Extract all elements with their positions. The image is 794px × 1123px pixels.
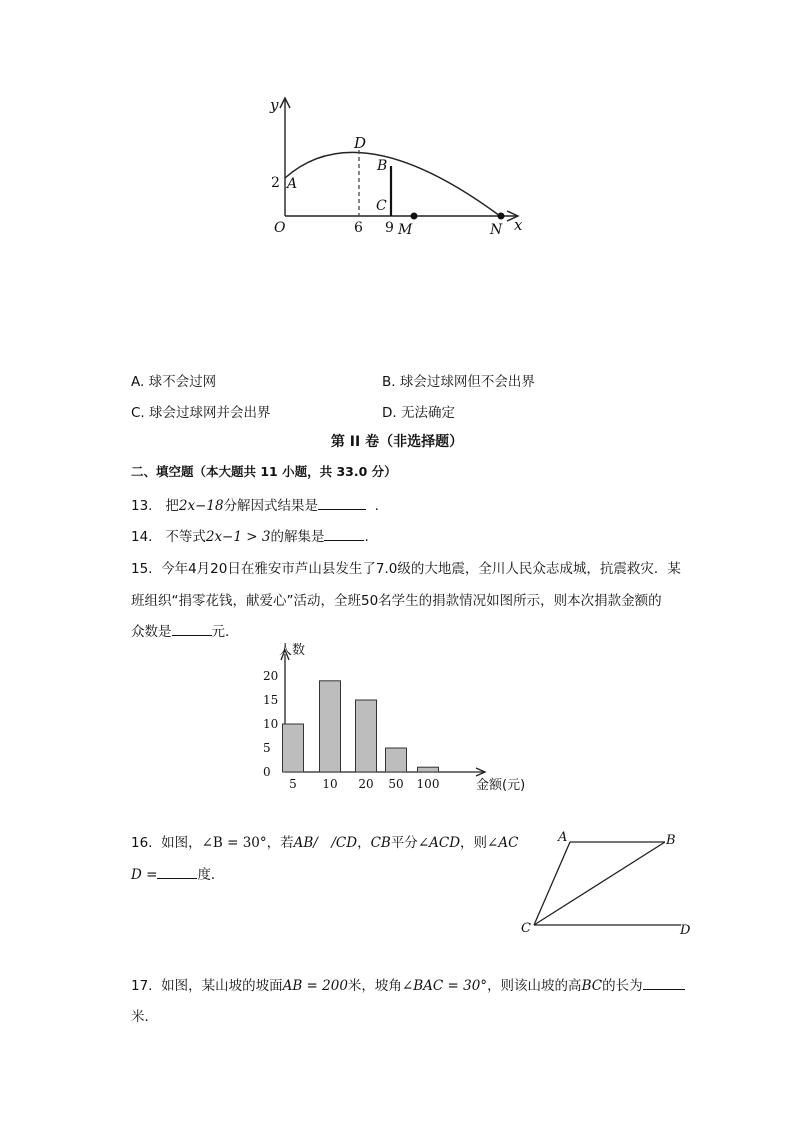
chart-bar [386,748,407,772]
chart-x-tick-label: 10 [322,777,338,791]
q13-answer-blank[interactable] [318,495,366,510]
parallel-lines-figure [515,826,695,938]
q16-mid4: ，则 [460,835,488,851]
chart-bar [283,724,304,772]
chart-y-tick-label: 5 [263,741,271,755]
option-c [131,401,271,421]
tick-2: 2 [271,175,280,191]
question-16-line1 [131,831,518,851]
option-b-key: B. [382,374,396,390]
question-13 [131,494,379,514]
chart-bar [418,767,439,772]
part-heading: 二、填空题（本大题共 11 小题，共 33.0 分） [131,464,397,479]
parabola-curve [285,152,500,216]
section-title: 第 II 卷（非选择题） [330,434,464,450]
q17-ab: AB = 200 [282,978,348,994]
chart-bar [320,681,341,772]
option-a [131,370,216,390]
q16-parallel: AB/ /CD [293,835,358,851]
question-16-line2 [131,863,224,883]
q15-number: 15. [131,561,153,577]
label-a: A [287,176,298,192]
q17-number: 17. [131,978,153,994]
chart-x-tick-label: 5 [289,777,297,791]
question-17-line1 [131,974,685,994]
option-b [382,370,535,390]
question-14 [131,525,369,545]
q16-mid3: 平分 [390,835,418,851]
q15-line3-post: 元． [211,624,239,640]
q13-end: . [374,498,379,514]
chart-y-tick-label: 20 [263,669,279,683]
fig16-label-b: B [666,833,676,848]
q15-line1: 今年4月20日在雅安市芦山县发生了7.0级的大地震，全川人民众志成城，抗震救灾．某 [161,561,681,577]
segment-cb [534,842,665,925]
q15-line3-pre: 众数是 [131,624,172,640]
q17-answer-blank[interactable] [643,975,685,990]
label-y: y [270,96,279,114]
q14-expr: 2x−1 > 3 [205,529,271,545]
q13-pre: 把 [165,498,179,514]
q16-cb: CB [370,835,391,851]
chart-y-tick-label: 0 [263,765,271,779]
q14-pre: 不等式 [165,529,206,545]
chart-y-tick-label: 15 [263,693,279,707]
parabola-figure [260,92,530,242]
chart-x-tick-label: 100 [416,777,440,791]
q16-mid1: ，若 [266,835,294,851]
point-n [498,213,505,220]
q16-line2-post: 度． [197,867,225,883]
q17-mid1: 米，坡角 [347,978,402,994]
option-a-key: A. [131,374,145,390]
q16-number: 16. [131,835,153,851]
q16-answer-blank[interactable] [157,864,197,879]
chart-x-label: 金额(元) [476,778,526,793]
tick-9: 9 [385,220,394,236]
fig16-label-a: A [558,830,568,845]
label-n: N [490,222,503,238]
label-b: B [377,158,388,174]
q14-answer-blank[interactable] [324,526,364,541]
question-15-line1 [131,557,681,577]
q14-post: 的解集是 [270,529,325,545]
fig16-label-d: D [680,923,691,938]
q14-end: . [364,529,369,545]
q16-ask: ∠AC [487,835,519,851]
option-c-text: 球会过球网并会出界 [149,405,271,421]
chart-bar [356,700,377,772]
chart-y-tick-label: 10 [263,717,279,731]
chart-y-label: 人数 [279,643,306,658]
option-a-text: 球不会过网 [148,374,217,390]
label-d: D [354,134,367,152]
q16-angle-b: ∠B = 30° [201,835,267,851]
segment-ac [534,842,570,925]
bar-chart [250,640,540,800]
question-15-line3 [131,620,239,640]
q15-answer-blank[interactable] [172,621,212,636]
question-15-line2: 班组织“捐零花钱，献爱心”活动，全班50名学生的捐款情况如图所示，则本次捐款金额的 [131,593,662,609]
point-m [411,213,418,220]
fig16-label-c: C [521,921,531,936]
q16-pre: 如图， [161,835,202,851]
label-o: O [274,220,286,236]
tick-6: 6 [354,220,363,236]
question-17-line2: 米． [131,1009,158,1025]
q17-angle: ∠BAC = 30° [401,978,488,994]
option-d-text: 无法确定 [400,405,455,421]
q16-angle-acd: ∠ACD [417,835,461,851]
option-b-text: 球会过球网但不会出界 [399,374,535,390]
label-c: C [376,198,387,214]
q17-pre: 如图，某山坡的坡面 [161,978,283,994]
label-x: x [514,216,523,234]
q17-mid3: 的长为 [602,978,643,994]
q13-post: 分解因式结果是 [223,498,319,514]
q17-mid2: ，则该山坡的高 [487,978,582,994]
option-c-key: C. [131,405,145,421]
option-d [382,401,455,421]
q16-mid2: ， [357,835,371,851]
q13-expr: 2x−18 [178,498,224,514]
q14-number: 14. [131,529,153,545]
option-d-key: D. [382,405,397,421]
q13-number: 13. [131,498,153,514]
chart-x-tick-label: 20 [358,777,374,791]
q16-line2-pre: D = [131,867,158,883]
label-m: M [398,222,413,238]
q17-bc: BC [581,978,603,994]
chart-x-tick-label: 50 [388,777,404,791]
